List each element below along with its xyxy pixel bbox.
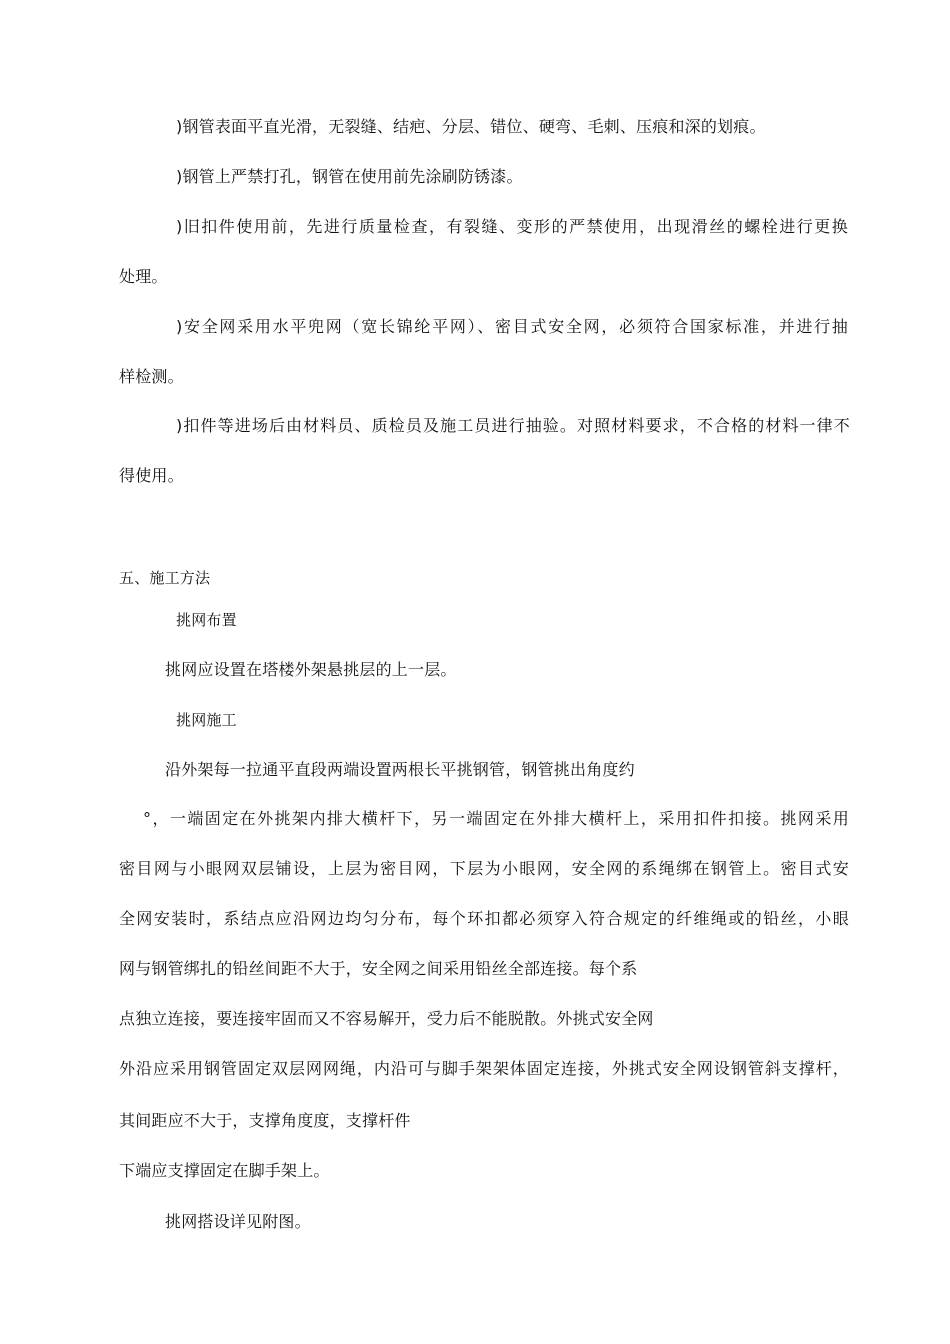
paragraph-line-15: 点独立连接，要连接牢固而又不容易解开，受力后不能脱散。外挑式安全网 <box>119 1009 654 1028</box>
paragraph-line-17: 其间距应不大于，支撑角度度，支撑杆件 <box>119 1111 411 1130</box>
paragraph-line-4: 处理。 <box>119 267 168 286</box>
section-heading: 五、施工方法 <box>119 569 211 587</box>
paragraph-line-2: )钢管上严禁打孔，钢管在使用前先涂刷防锈漆。 <box>176 167 523 186</box>
paragraph-line-14: 网与钢管绑扎的铅丝间距不大于，安全网之间采用铅丝全部连接。每个系 <box>119 959 638 978</box>
paragraph-line-10: 沿外架每一拉通平直段两端设置两根长平挑钢管，钢管挑出角度约 <box>165 760 635 779</box>
paragraph-line-16: 外沿应采用钢管固定双层网网绳，内沿可与脚手架架体固定连接，外挑式安全网设钢管斜支撑杆， <box>119 1059 849 1078</box>
paragraph-line-5: )安全网采用水平兜网（宽长锦纶平网）、密目式安全网，必须符合国家标准，并进行抽 <box>176 317 848 336</box>
paragraph-line-6: 样检测。 <box>119 367 184 386</box>
paragraph-line-13: 全网安装时，系结点应沿网边均匀分布，每个环扣都必须穿入符合规定的纤维绳或的铅丝，小眼 <box>119 909 849 928</box>
paragraph-line-3: )旧扣件使用前，先进行质量检查，有裂缝、变形的严禁使用，出现滑丝的螺栓进行更换 <box>176 217 848 236</box>
paragraph-line-9: 挑网应设置在塔楼外架悬挑层的上一层。 <box>165 660 457 679</box>
subheading-net-construction: 挑网施工 <box>176 711 237 729</box>
paragraph-line-19: 挑网搭设详见附图。 <box>165 1212 311 1231</box>
paragraph-line-18: 下端应支撑固定在脚手架上。 <box>119 1161 330 1180</box>
paragraph-line-1: )钢管表面平直光滑，无裂缝、结疤、分层、错位、硬弯、毛刺、压痕和深的划痕。 <box>176 117 766 136</box>
paragraph-line-8: 得使用。 <box>119 466 184 485</box>
paragraph-line-12: 密目网与小眼网双层铺设，上层为密目网，下层为小眼网，安全网的系绳绑在钢管上。密目式安 <box>119 859 849 878</box>
subheading-net-layout: 挑网布置 <box>176 611 237 629</box>
paragraph-line-11: °，一端固定在外挑架内排大横杆下，另一端固定在外排大横杆上，采用扣件扣接。挑网采用 <box>143 809 849 828</box>
paragraph-line-7: )扣件等进场后由材料员、质检员及施工员进行抽验。对照材料要求，不合格的材料一律不 <box>176 416 850 435</box>
